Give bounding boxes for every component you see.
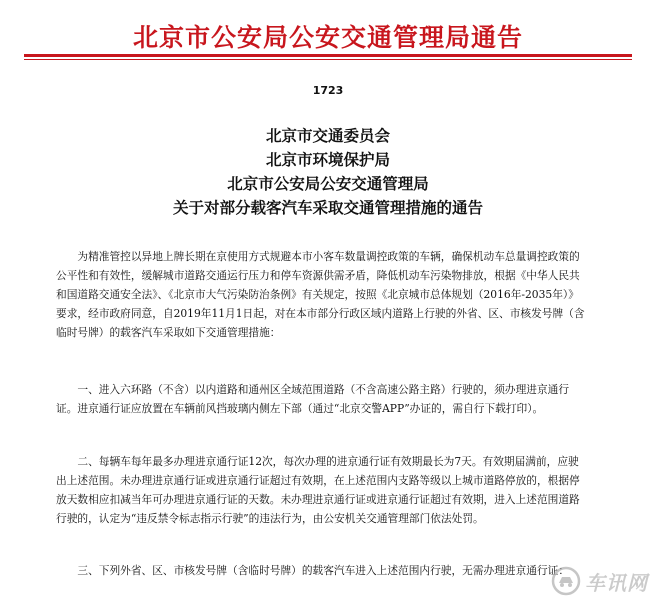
issuer-traffic-bureau: 北京市公安局公安交通管理局	[227, 174, 429, 193]
red-divider-thick	[24, 54, 632, 57]
body-paragraph-intro: 为精准管控以异地上牌长期在京使用方式规避本市小客车数量调控政策的车辆，确保机动车总量调控政策的公平性和有效性，缓解城市道路交通运行压力和停车资源供需矛盾，降低机动车污染物排放，根据《中华人民共和国道路交通安全法》、《北京市大气污染防治条例》有关规定，按照《北京城市总体规划（2016年-2035年）》要求，经市政府同意，自2019年11月1日起，对在本市部分行政区域内道路上行驶的外省、区、市核发号牌（含临时号牌）的载客汽车采取如下交通管理措施：	[56, 250, 585, 339]
body-paragraph-item-2: 二、每辆车每年最多办理进京通行证12次，每次办理的进京通行证有效期最长为7天。有效期届满前，应驶出上述范围。未办理进京通行证或进京通行证超过有效期，在上述范围内支路等级以上城市道路停放的，根据停放天数相应扣减当年可办理进京通行证的天数。未办理进京通行证或进京通行证超过有效期，进入上述范围道路行驶的，认定为“违反禁令标志指示行驶”的违法行为，由公安机关交通管理部门依法处罚。	[56, 455, 580, 525]
notice-header-title: 北京市公安局公安交通管理局通告	[132, 23, 523, 52]
watermark	[551, 566, 648, 596]
body-paragraph-item-1: 一、进入六环路（不含）以内道路和通州区全域范围道路（不含高速公路主路）行驶的，须办理进京通行证。进京通行证应放置在车辆前风挡玻璃内侧左下部（通过“北京交警APP”办证的，需自行下载打印）。	[56, 383, 570, 415]
issuing-authorities-block	[0, 124, 656, 220]
issuer-environmental-bureau: 北京市环境保护局	[265, 150, 390, 169]
notice-subject-title: 关于对部分载客汽车采取交通管理措施的通告	[172, 198, 483, 217]
car-logo-icon	[551, 566, 581, 596]
issuer-transport-commission: 北京市交通委员会	[265, 126, 390, 145]
red-divider-thin	[24, 59, 632, 60]
body-paragraph-item-3: 三、下列外省、区、市核发号牌（含临时号牌）的载客汽车进入上述范围内行驶，无需办理进京通行证：	[77, 564, 570, 577]
watermark-text: 车讯网	[585, 570, 648, 595]
document-number: 1723	[312, 84, 344, 97]
